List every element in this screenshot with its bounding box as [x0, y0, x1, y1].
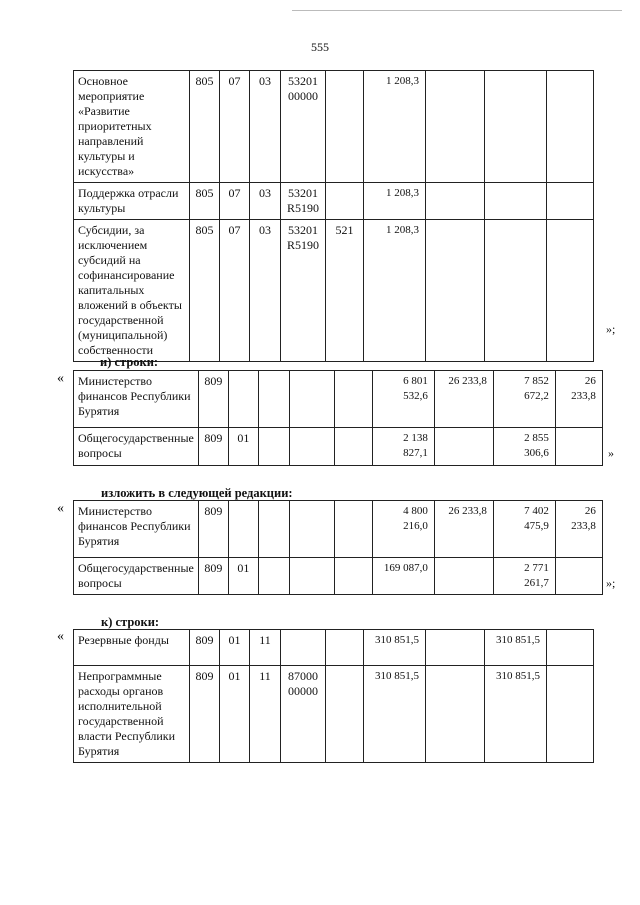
cell-sum-3: 7 852 672,2 [493, 371, 555, 428]
cell-sum-3: 2 855 306,6 [493, 428, 555, 466]
cell-target: 53201 00000 [281, 71, 326, 183]
cell-section: 01 [228, 558, 258, 595]
cell-sum-4 [555, 428, 602, 466]
cell-ministry: 805 [190, 220, 220, 362]
cell-subsection: 11 [250, 666, 281, 763]
cell-subsection: 03 [250, 71, 281, 183]
cell-section: 07 [220, 220, 250, 362]
cell-sum-4 [547, 183, 594, 220]
cell-section: 01 [220, 630, 250, 666]
cell-type [334, 501, 372, 558]
cell-subsection: 03 [250, 183, 281, 220]
cell-type [334, 558, 372, 595]
cell-type [334, 428, 372, 466]
cell-type [326, 71, 364, 183]
table-row [74, 183, 594, 220]
cell-target [289, 501, 334, 558]
cell-sum-3 [485, 183, 547, 220]
cell-sum-2 [426, 666, 485, 763]
cell-target [289, 428, 334, 466]
row-name: Поддержка отрасли культуры [74, 183, 190, 220]
table-row [74, 71, 594, 183]
cell-sum-2: 26 233,8 [434, 371, 493, 428]
cell-ministry: 805 [190, 71, 220, 183]
cell-sum-2 [434, 428, 493, 466]
cell-sum-4 [547, 71, 594, 183]
table-culture [73, 70, 594, 362]
cell-sum-4 [547, 630, 594, 666]
closing-quote-1: »; [606, 322, 616, 336]
row-name: Министерство финансов Республики Бурятия [74, 501, 199, 558]
cell-type: 521 [326, 220, 364, 362]
cell-sum-4: 26 233,8 [555, 371, 602, 428]
cell-sum-2 [426, 183, 485, 220]
row-name: Субсидии, за исключением субсидий на софинансирование капитальных вложений в объекты государственной (муниципальной) собственности [74, 220, 190, 362]
cell-target [281, 630, 326, 666]
cell-type [326, 183, 364, 220]
row-name: Резервные фонды [74, 630, 190, 666]
row-name: Министерство финансов Республики Бурятия [74, 371, 199, 428]
cell-type [326, 666, 364, 763]
table-row [74, 371, 603, 428]
cell-section: 01 [220, 666, 250, 763]
cell-ministry: 809 [198, 558, 228, 595]
cell-sum-3: 2 771 261,7 [493, 558, 555, 595]
cell-ministry: 809 [198, 428, 228, 466]
row-name: Непрограммные расходы органов исполнительной государственной власти Республики Бурятия [74, 666, 190, 763]
cell-sum-3: 7 402 475,9 [493, 501, 555, 558]
table-row [74, 630, 594, 666]
cell-sum-3: 310 851,5 [485, 630, 547, 666]
cell-sum-1: 169 087,0 [372, 558, 434, 595]
cell-sum-1: 4 800 216,0 [372, 501, 434, 558]
table-row [74, 501, 603, 558]
cell-ministry: 805 [190, 183, 220, 220]
table-finance-new [73, 500, 603, 595]
cell-ministry: 809 [198, 501, 228, 558]
open-quote-k: « [57, 629, 64, 644]
cell-subsection [258, 501, 289, 558]
section-label-i: и) строки: [100, 355, 159, 369]
cell-target: 53201 R5190 [281, 183, 326, 220]
cell-sum-1: 1 208,3 [364, 220, 426, 362]
row-name: Общегосударственные вопросы [74, 558, 199, 595]
cell-section [228, 501, 258, 558]
cell-type [326, 630, 364, 666]
cell-sum-4 [547, 220, 594, 362]
cell-type [334, 371, 372, 428]
cell-ministry: 809 [198, 371, 228, 428]
cell-subsection: 03 [250, 220, 281, 362]
open-quote-new: « [57, 501, 64, 516]
cell-sum-3 [485, 220, 547, 362]
table-row [74, 428, 603, 466]
cell-sum-4 [547, 666, 594, 763]
open-quote-i: « [57, 371, 64, 386]
cell-subsection [258, 371, 289, 428]
cell-sum-4: 26 233,8 [555, 501, 602, 558]
cell-sum-1: 1 208,3 [364, 71, 426, 183]
cell-sum-2 [426, 220, 485, 362]
cell-sum-1: 310 851,5 [364, 666, 426, 763]
cell-sum-1: 6 801 532,6 [372, 371, 434, 428]
cell-sum-1: 310 851,5 [364, 630, 426, 666]
cell-target: 53201 R5190 [281, 220, 326, 362]
cell-section [228, 371, 258, 428]
top-rule [292, 10, 622, 11]
cell-sum-1: 1 208,3 [364, 183, 426, 220]
table-row [74, 558, 603, 595]
cell-sum-2 [426, 71, 485, 183]
cell-sum-1: 2 138 827,1 [372, 428, 434, 466]
section-label-k: к) строки: [101, 615, 160, 629]
cell-target [289, 558, 334, 595]
section-label-new: изложить в следующей редакции: [101, 486, 293, 500]
page-number: 555 [311, 40, 329, 54]
row-name: Общегосударственные вопросы [74, 428, 199, 466]
cell-section: 07 [220, 183, 250, 220]
cell-sum-2 [426, 630, 485, 666]
cell-sum-2: 26 233,8 [434, 501, 493, 558]
cell-sum-2 [434, 558, 493, 595]
row-name: Основное мероприятие «Развитие приоритетных направлений культуры и искусства» [74, 71, 190, 183]
cell-sum-3: 310 851,5 [485, 666, 547, 763]
cell-sum-4 [555, 558, 602, 595]
cell-target: 87000 00000 [281, 666, 326, 763]
cell-section: 01 [228, 428, 258, 466]
cell-sum-3 [485, 71, 547, 183]
table-finance-old [73, 370, 603, 466]
table-reserve [73, 629, 594, 763]
cell-ministry: 809 [190, 630, 220, 666]
cell-subsection [258, 558, 289, 595]
cell-ministry: 809 [190, 666, 220, 763]
table-row [74, 220, 594, 362]
cell-subsection [258, 428, 289, 466]
closing-quote-i: » [608, 446, 614, 460]
table-row [74, 666, 594, 763]
cell-target [289, 371, 334, 428]
closing-quote-new: »; [606, 576, 616, 590]
cell-section: 07 [220, 71, 250, 183]
cell-subsection: 11 [250, 630, 281, 666]
